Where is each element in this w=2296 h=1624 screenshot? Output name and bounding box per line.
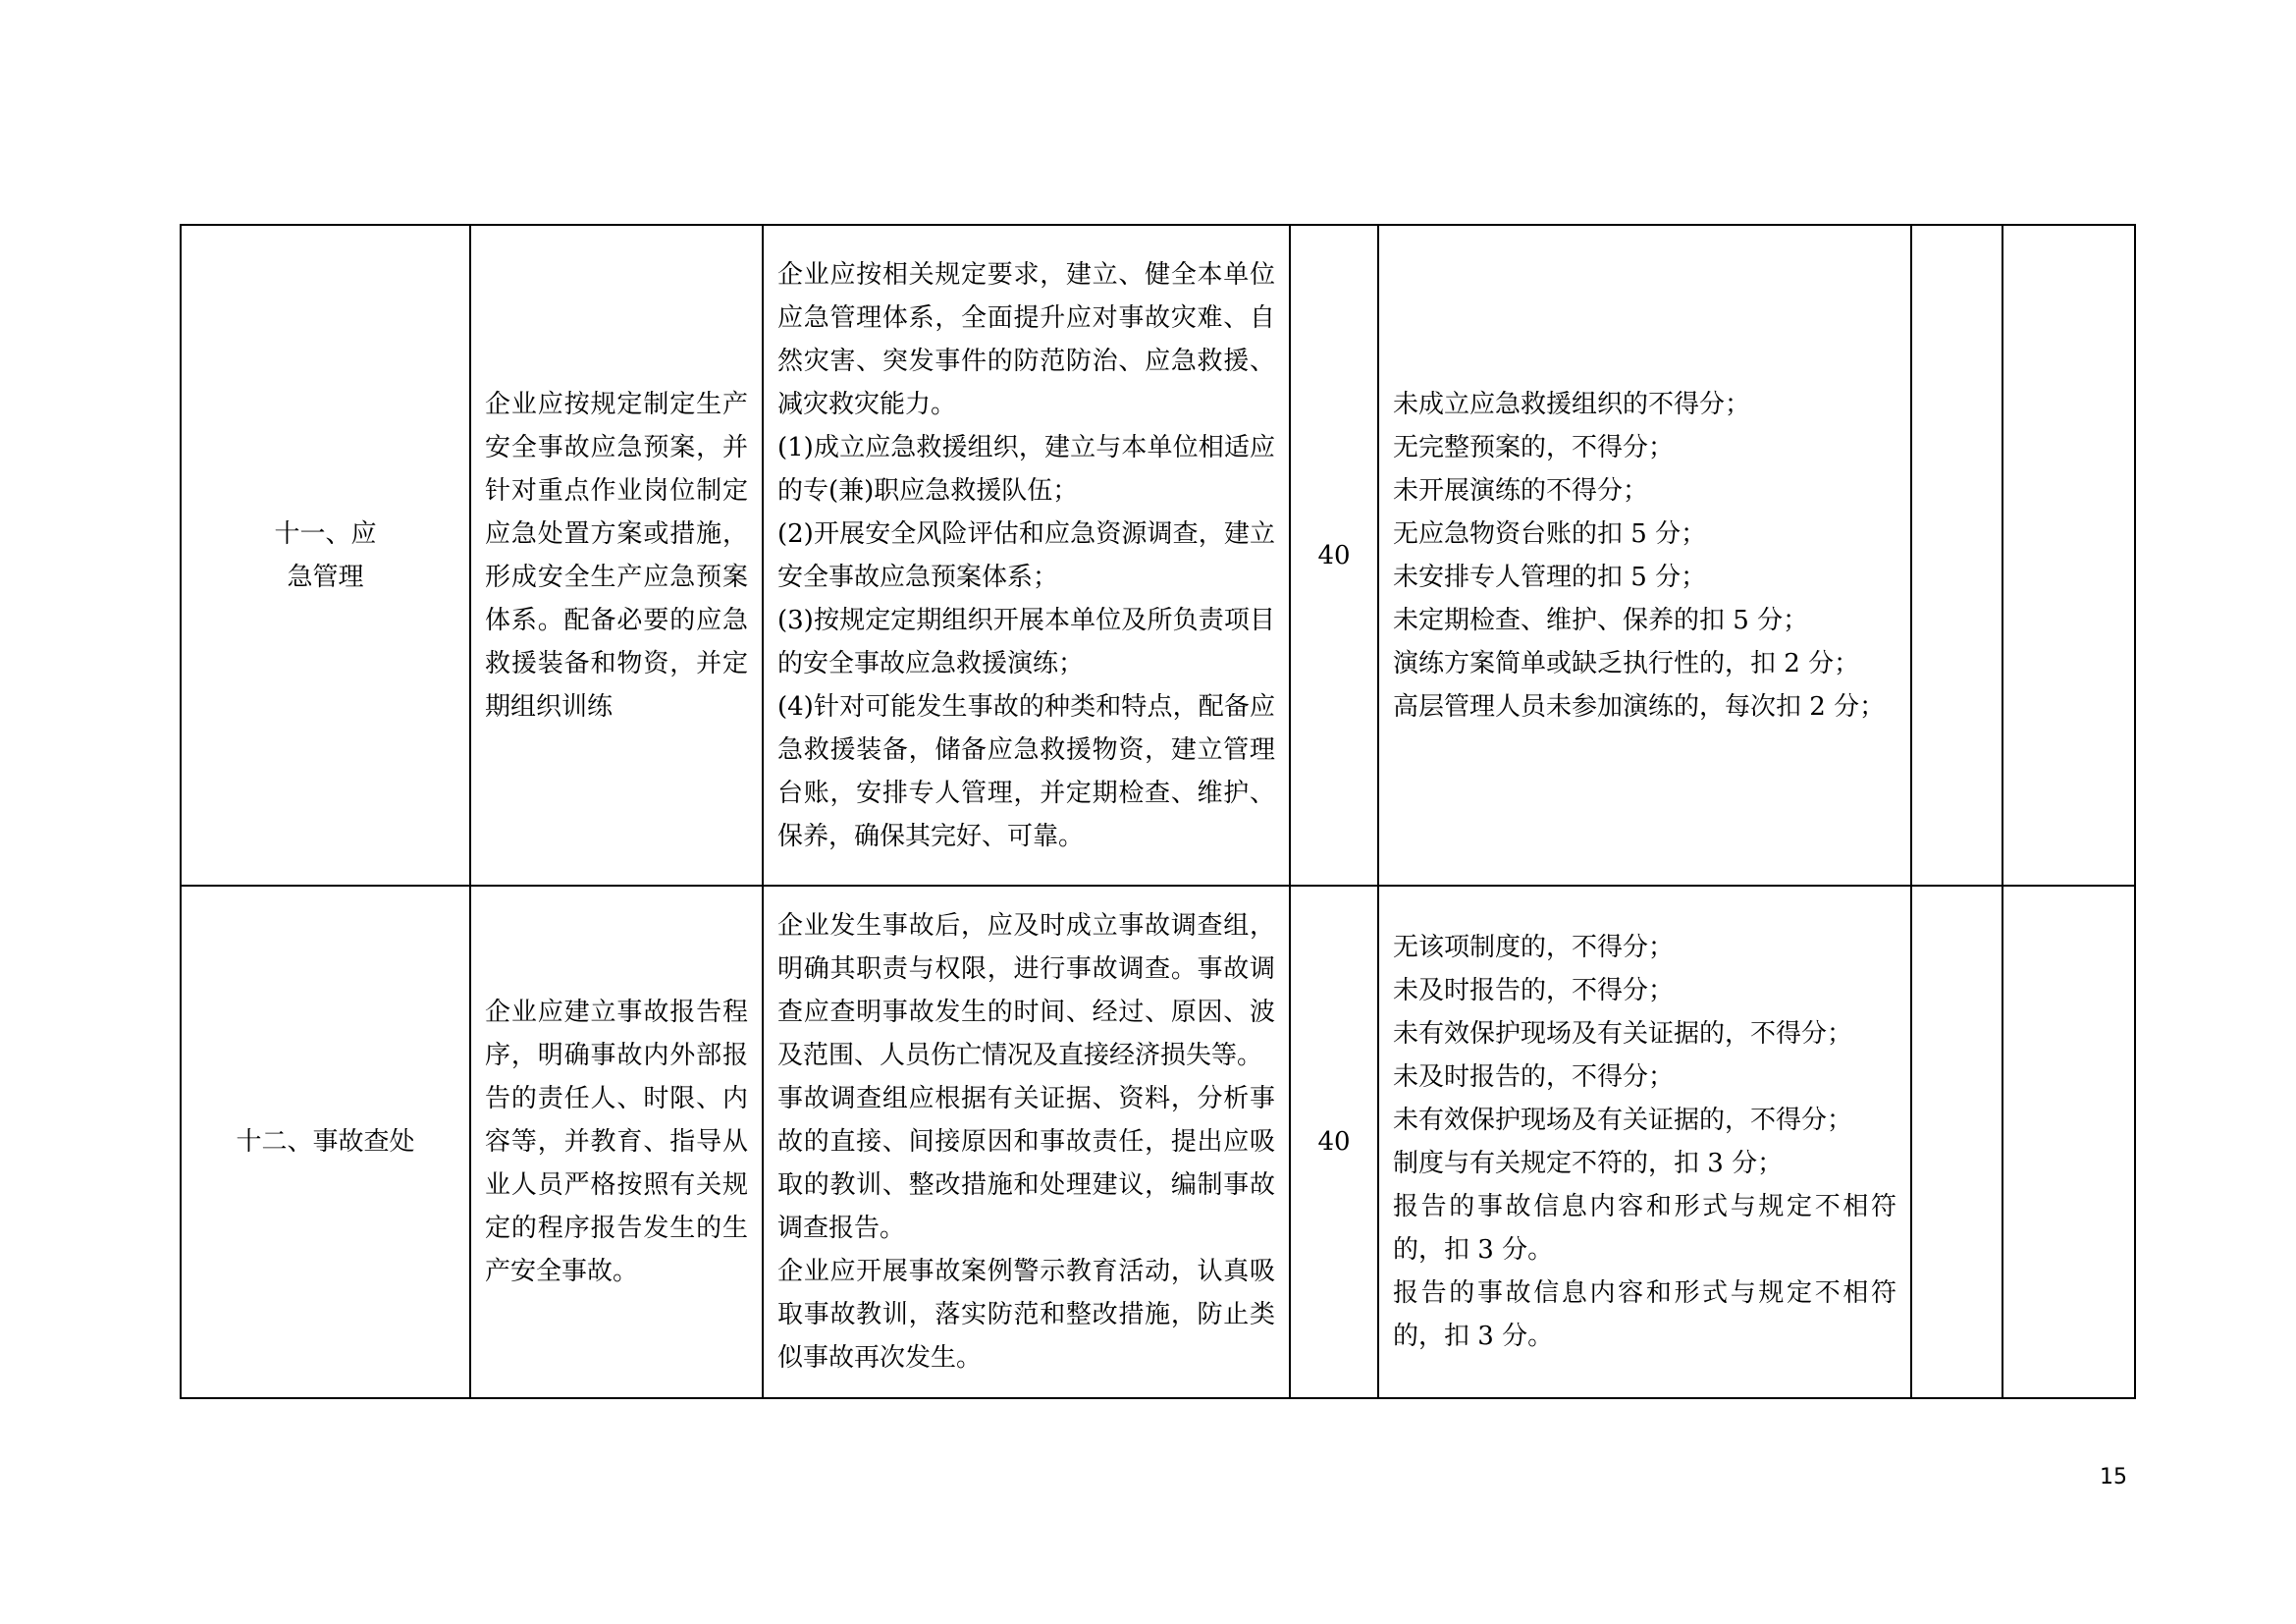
standard-line: (1)成立应急救援组织，建立与本单位相适应的专(兼)职应急救援队伍； bbox=[777, 432, 1275, 506]
criteria-line: 高层管理人员未参加演练的，每次扣 2 分； bbox=[1393, 691, 1886, 722]
blank-value bbox=[2003, 1130, 2134, 1154]
safety-standard-table bbox=[180, 224, 2136, 1399]
criteria-line: 未及时报告的，不得分； bbox=[1393, 976, 1675, 1005]
criteria-line: 制度与有关规定不符的，扣 3 分； bbox=[1393, 1149, 1784, 1178]
requirement-cell bbox=[470, 886, 763, 1398]
table-row bbox=[181, 225, 2135, 886]
requirement-cell bbox=[470, 225, 763, 886]
blank-cell bbox=[1911, 225, 2002, 886]
criteria-line: 无完整预案的，不得分； bbox=[1393, 432, 1675, 462]
criteria-line: 无应急物资台账的扣 5 分； bbox=[1393, 518, 1707, 549]
standard-line: (2)开展安全风险评估和应急资源调查，建立安全事故应急预案体系； bbox=[777, 518, 1275, 592]
score-cell bbox=[1290, 886, 1378, 1398]
criteria-line: 报告的事故信息内容和形式与规定不相符的，扣 3 分。 bbox=[1393, 1278, 1896, 1351]
criteria-line: 报告的事故信息内容和形式与规定不相符的，扣 3 分。 bbox=[1393, 1192, 1896, 1265]
criteria-line: 未定期检查、维护、保养的扣 5 分； bbox=[1393, 605, 1809, 635]
score-value: 40 bbox=[1317, 540, 1351, 570]
criteria-line: 未安排专人管理的扣 5 分； bbox=[1393, 562, 1707, 592]
blank-value bbox=[2003, 544, 2134, 568]
criteria-line: 未有效保护现场及有关证据的，不得分； bbox=[1393, 1106, 1853, 1135]
category-line: 十二、事故查处 bbox=[236, 1127, 415, 1157]
requirement-text: 企业应按规定制定生产安全事故应急预案，并针对重点作业岗位制定应急处置方案或措施，形成安全生产应急预案体系。配备必要的应急救援装备和物资，并定期组织训练 bbox=[485, 389, 748, 722]
category-line: 急管理 bbox=[287, 562, 364, 592]
criteria-cell bbox=[1378, 886, 1911, 1398]
score-cell bbox=[1290, 225, 1378, 886]
category-line: 十一、应 bbox=[274, 518, 377, 549]
standard-line: 企业发生事故后，应及时成立事故调查组，明确其职责与权限，进行事故调查。事故调查应查明事故发生的时间、经过、原因、波及范围、人员伤亡情况及直接经济损失等。 bbox=[777, 911, 1275, 1070]
criteria-cell bbox=[1378, 225, 1911, 886]
criteria-line: 未成立应急救援组织的不得分； bbox=[1393, 389, 1751, 419]
blank-cell bbox=[1911, 886, 2002, 1398]
standard-line: 事故调查组应根据有关证据、资料，分析事故的直接、间接原因和事故责任，提出应吸取的教训、整改措施和处理建议，编制事故调查报告。 bbox=[777, 1084, 1275, 1243]
requirement-text: 企业应建立事故报告程序，明确事故内外部报告的责任人、时限、内容等，并教育、指导从业人员严格按照有关规定的程序报告发生的生产安全事故。 bbox=[485, 998, 748, 1286]
criteria-line: 未及时报告的，不得分； bbox=[1393, 1062, 1675, 1092]
criteria-line: 演练方案简单或缺乏执行性的，扣 2 分； bbox=[1393, 648, 1860, 678]
criteria-line: 未有效保护现场及有关证据的，不得分； bbox=[1393, 1019, 1853, 1049]
criteria-line: 未开展演练的不得分； bbox=[1393, 475, 1649, 506]
standard-line: (3)按规定定期组织开展本单位及所负责项目的安全事故应急救援演练； bbox=[777, 605, 1275, 678]
category-cell bbox=[181, 886, 470, 1398]
page-number: 15 bbox=[2100, 1465, 2127, 1489]
standard-line: 企业应开展事故案例警示教育活动，认真吸取事故教训，落实防范和整改措施，防止类似事故再次发生。 bbox=[777, 1257, 1275, 1373]
standard-cell bbox=[763, 886, 1290, 1398]
blank-cell bbox=[2002, 886, 2135, 1398]
standard-line: (4)针对可能发生事故的种类和特点，配备应急救援装备，储备应急救援物资，建立管理台账，安排专人管理，并定期检查、维护、保养，确保其完好、可靠。 bbox=[777, 691, 1275, 851]
blank-value bbox=[1912, 1130, 2002, 1154]
blank-cell bbox=[2002, 225, 2135, 886]
standard-cell bbox=[763, 225, 1290, 886]
blank-value bbox=[1912, 544, 2002, 568]
category-cell bbox=[181, 225, 470, 886]
table-row bbox=[181, 886, 2135, 1398]
standard-line: 企业应按相关规定要求，建立、健全本单位应急管理体系，全面提升应对事故灾难、自然灾害、突发事件的防范防治、应急救援、减灾救灾能力。 bbox=[777, 259, 1275, 419]
criteria-line: 无该项制度的，不得分； bbox=[1393, 933, 1675, 962]
score-value: 40 bbox=[1317, 1127, 1351, 1157]
